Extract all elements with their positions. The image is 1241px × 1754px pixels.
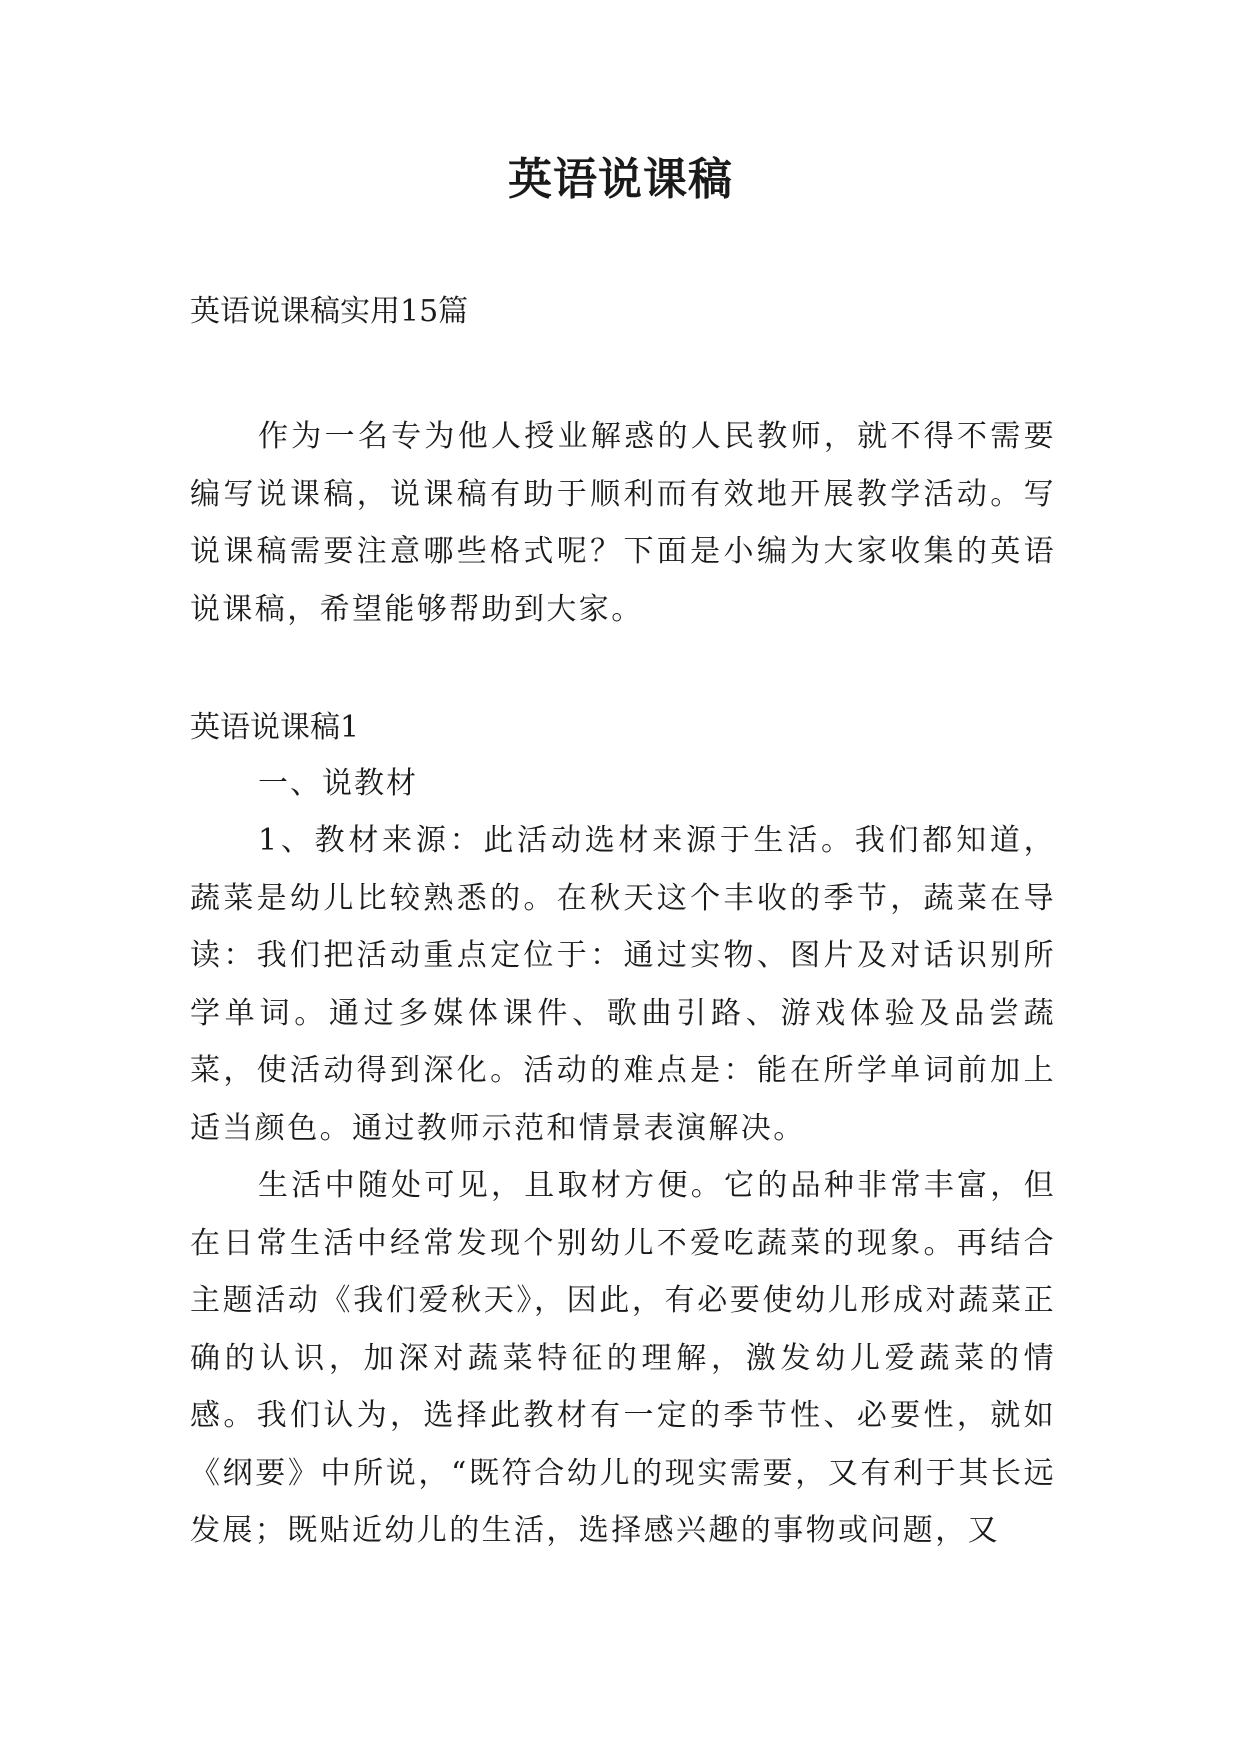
body-paragraph: 生活中随处可见，且取材方便。它的品种非常丰富，但在日常生活中经常发现个别幼儿不爱吃蔬菜的现象。再结合主题活动《我们爱秋天》，因此，有必要使幼儿形成对蔬菜正确的认识，加深对蔬菜特征的理解，激发幼儿爱蔬菜的情感。我们认为，选择此教材有一定的季节性、必要性，就如《纲要》中所说，“既符合幼儿的现实需要，又有利于其长远发展；既贴近幼儿的生活，选择感兴趣的事物或问题，又 (190, 1168, 1056, 1548)
document-subtitle: 英语说课稿实用15篇 (190, 294, 469, 329)
intro-paragraph: 作为一名专为他人授业解惑的人民教师，就不得不需要编写说课稿，说课稿有助于顺利而有效地开展教学活动。写说课稿需要注意哪些格式呢？下面是小编为大家收集的英语说课稿，希望能够帮助到大家。 (190, 419, 1056, 627)
sub-heading: 一、说教材 (258, 766, 418, 801)
document-title: 英语说课稿 (508, 154, 733, 205)
body-paragraph: 1、教材来源：此活动选材来源于生活。我们都知道，蔬菜是幼儿比较熟悉的。在秋天这个丰收的季节，蔬菜在导读：我们把活动重点定位于：通过实物、图片及对话识别所学单词。通过多媒体课件、歌曲引路、游戏体验及品尝蔬菜，使活动得到深化。活动的难点是：能在所学单词前加上适当颜色。通过教师示范和情景表演解决。 (190, 823, 1056, 1146)
section-heading: 英语说课稿1 (190, 710, 360, 745)
